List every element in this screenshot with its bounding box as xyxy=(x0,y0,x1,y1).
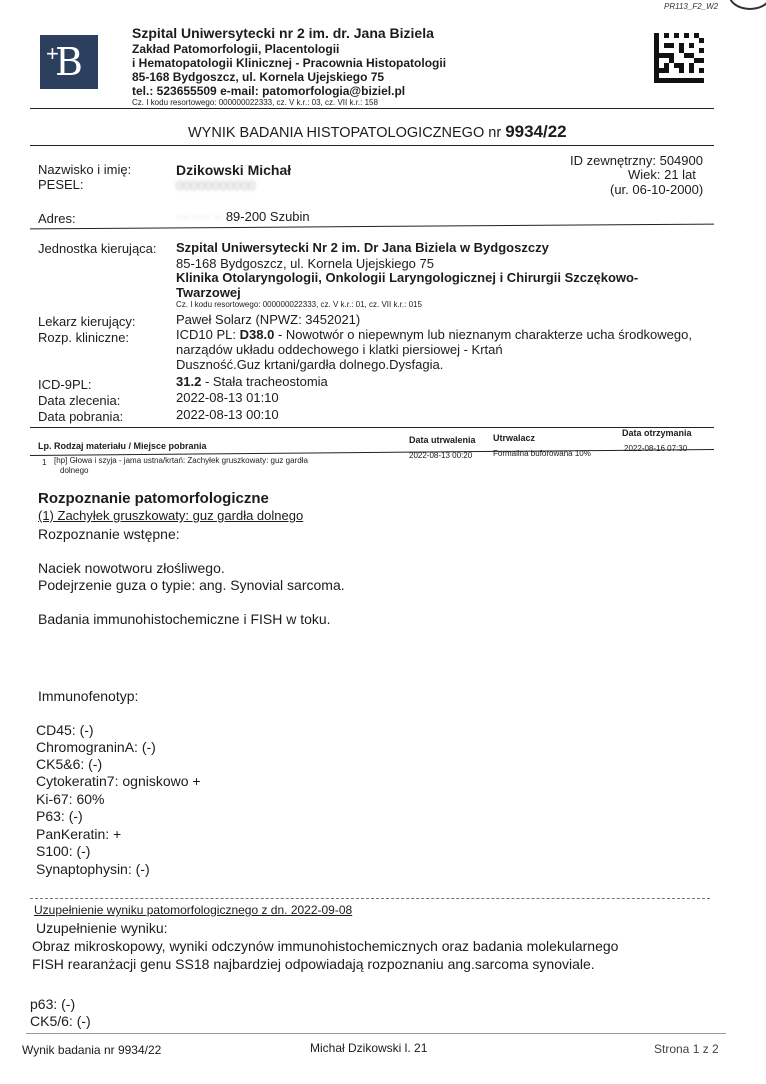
unit-name: Szpital Uniwersytecki Nr 2 im. Dr Jana Biziela w Bydgoszczy xyxy=(176,240,549,255)
icd10-desc-1: - Nowotwór o niepewnym lub nieznanym charakterze ucha środkowego, xyxy=(277,327,692,342)
department-line-1: Zakład Patomorfologii, Placentologii xyxy=(132,42,340,56)
lab-contact: tel.: 523655509 e-mail: patomorfologia@biziel.pl xyxy=(132,84,406,98)
patient-name: Dzikowski Michał xyxy=(176,162,292,178)
icd10-code: D38.0 xyxy=(239,327,275,342)
icd10-prefix: ICD10 PL: xyxy=(176,327,236,342)
address-redacted: ··· ···· ·· xyxy=(176,209,226,224)
supplement-heading: Uzupełnienie wyniku patomorfologicznego z dn. 2022-09-08 xyxy=(34,903,353,917)
clinical-label: Rozp. kliniczne: xyxy=(38,330,130,345)
logo-plus-icon: + xyxy=(46,41,59,66)
prelim-line-2: Podejrzenie guza o typie: ang. Synovial sarcoma. xyxy=(38,577,345,593)
report-number: 9934/22 xyxy=(505,122,567,141)
materials-header-fixative: Utrwalacz xyxy=(493,433,536,443)
material-type: [hp] Głowa i szyja - jama ustna/krtań: Zachyłek gruszkowaty: guz gardła xyxy=(54,456,308,465)
materials-header-fix-date: Data utrwalenia xyxy=(409,435,476,445)
order-date: 2022-08-13 01:10 xyxy=(176,390,279,405)
referral-rule xyxy=(30,427,714,428)
doctor-name: Paweł Solarz (NPWZ: 3452021) xyxy=(176,312,361,327)
patient-name-label: Nazwisko i imię: xyxy=(38,162,132,177)
marker-list-item: ChromograninA: (-) xyxy=(36,739,156,755)
collect-date-label: Data pobrania: xyxy=(38,409,124,424)
address-label: Adres: xyxy=(38,211,76,226)
material-lp: 1 xyxy=(42,458,47,467)
marker-list-item: Synaptophysin: (-) xyxy=(36,861,150,877)
unit-label: Jednostka kierująca: xyxy=(38,241,157,256)
supplement-marker: p63: (-) xyxy=(30,996,76,1012)
marker-list-item: Cytokeratin7: ogniskowo + xyxy=(36,773,201,789)
marker-list-item: CK5&6: (-) xyxy=(36,756,103,772)
unit-codes: Cz. I kodu resortowego: 000000022333, cz. V k.r.: 01, cz. VII k.r.: 015 xyxy=(176,300,422,309)
collect-date: 2022-08-13 00:10 xyxy=(176,407,279,422)
patient-birth: (ur. 06-10-2000) xyxy=(610,182,704,197)
marker-list-item: Ki-67: 60% xyxy=(36,791,105,807)
marker-list-item: P63: (-) xyxy=(36,808,83,824)
footer-patient-ref: Michał Dzikowski l. 21 xyxy=(310,1041,428,1055)
immuno-label: Immunofenotyp: xyxy=(38,688,139,704)
icd9-line xyxy=(176,374,328,389)
footer-report-ref: Wynik badania nr 9934/22 xyxy=(22,1043,162,1057)
materials-header-type: Lp. Rodzaj materiału / Miejsce pobrania xyxy=(38,441,207,451)
material-fix-date: 2022-08-13 00:20 xyxy=(409,451,473,460)
clinic-line-2: Twarzowej xyxy=(176,285,241,300)
lab-address: 85-168 Bydgoszcz, ul. Kornela Ujejskiego 75 xyxy=(132,70,385,84)
report-title xyxy=(188,122,567,142)
icd9-label: ICD-9PL: xyxy=(38,377,92,392)
supplement-text-1: Obraz mikroskopowy, wyniki odczynów immunohistochemicznych oraz badania molekularnego xyxy=(32,938,619,954)
footer-rule xyxy=(26,1033,726,1034)
datamatrix-code-icon xyxy=(654,33,704,83)
header-rule xyxy=(30,108,714,109)
clinic-line-1: Klinika Otolaryngologii, Onkologii Laryngologicznej i Chirurgii Szczękowo- xyxy=(176,270,639,285)
hospital-name: Szpital Uniwersytecki nr 2 im. dr. Jana Biziela xyxy=(132,25,434,41)
corner-stamp-mark xyxy=(728,0,766,10)
patient-age: Wiek: 21 lat xyxy=(628,167,696,182)
pesel-value: 00000000000 xyxy=(176,178,256,193)
prelim-label: Rozpoznanie wstępne: xyxy=(38,526,180,542)
hospital-logo xyxy=(40,35,98,89)
prelim-line-1: Naciek nowotworu złośliwego. xyxy=(38,560,225,576)
diagnosis-specimen: (1) Zachyłek gruszkowaty: guz gardła dolnego xyxy=(38,508,304,523)
tests-pending: Badania immunohistochemiczne i FISH w toku. xyxy=(38,611,331,627)
material-received-date: 2022-08-16 07:30 xyxy=(624,444,688,453)
material-fixative: Formalina buforowana 10% xyxy=(493,449,591,458)
doctor-label: Lekarz kierujący: xyxy=(38,314,136,329)
patient-rule xyxy=(30,224,714,230)
icd9-code: 31.2 xyxy=(176,374,202,389)
marker-list-item: S100: (-) xyxy=(36,843,91,859)
footer-page-number: Strona 1 z 2 xyxy=(654,1042,719,1056)
supplement-marker: CK5/6: (-) xyxy=(30,1013,91,1029)
external-id: ID zewnętrzny: 504900 xyxy=(570,153,703,168)
form-code: PR113_F2_W2 xyxy=(664,2,719,11)
supplement-divider xyxy=(30,898,710,899)
logo-letter: B xyxy=(55,40,83,84)
materials-header-received: Data otrzymania xyxy=(622,428,692,438)
order-date-label: Data zlecenia: xyxy=(38,393,121,408)
icd10-desc-2: narządów układu oddechowego i klatki piersiowej - Krtań xyxy=(176,342,503,357)
department-line-2: i Hematopatologii Klinicznej - Pracownia Histopatologii xyxy=(132,56,447,70)
diagnosis-heading: Rozpoznanie patomorfologiczne xyxy=(38,490,269,507)
clinical-note: Duszność.Guz krtani/gardła dolnego.Dysfagia. xyxy=(176,357,444,372)
patient-address xyxy=(176,209,310,224)
title-rule xyxy=(30,145,714,146)
supplement-label: Uzupełnienie wyniku: xyxy=(36,920,168,936)
lab-codes: Cz. I kodu resortowego: 000000022333, cz. V k.r.: 03, cz. VII k.r.: 158 xyxy=(132,98,378,107)
report-title-prefix: WYNIK BADANIA HISTOPATOLOGICZNEGO nr xyxy=(188,125,502,141)
icd10-line xyxy=(176,327,692,342)
marker-list-item: PanKeratin: + xyxy=(36,826,122,842)
address-visible: 89-200 Szubin xyxy=(225,209,310,224)
icd9-desc: - Stała tracheostomia xyxy=(204,374,328,389)
material-type-cont: dolnego xyxy=(60,466,89,475)
marker-list-item: CD45: (-) xyxy=(36,722,94,738)
supplement-text-2: FISH rearanżacji genu SS18 najbardziej odpowiadają rozpoznaniu ang.sarcoma synoviale. xyxy=(32,956,595,972)
pesel-label: PESEL: xyxy=(38,177,84,192)
unit-address: 85-168 Bydgoszcz, ul. Kornela Ujejskiego 75 xyxy=(176,256,434,271)
